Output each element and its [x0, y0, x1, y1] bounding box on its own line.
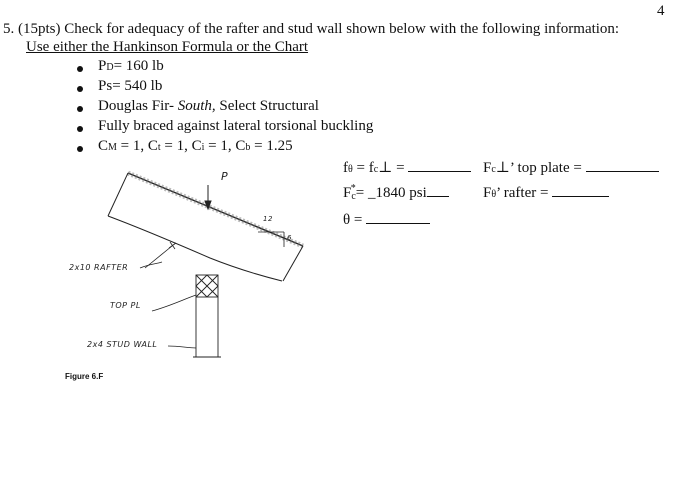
- slope-rise-label: 6: [287, 234, 292, 242]
- page-number: 4: [657, 3, 665, 19]
- stud-wall-label: 2x4 STUD WALL: [87, 340, 158, 349]
- fc-star-answer: Fc*= _1840 psi: [343, 182, 449, 202]
- leader-lines: [140, 262, 196, 348]
- theta-answer: θ =: [343, 209, 430, 229]
- figure-caption: Figure 6.F: [65, 372, 104, 381]
- slope-run-label: 12: [263, 215, 273, 223]
- question-points: (15pts): [18, 21, 61, 37]
- rafter: [108, 173, 303, 281]
- given-factors: CM = 1, Ct = 1, Ci = 1, Cb = 1.25: [98, 138, 293, 154]
- top-plate-label: TOP PL: [110, 301, 141, 310]
- ftheta-rafter-answer: Fθ’ rafter =: [483, 182, 609, 202]
- question-instruction: Use either the Hankinson Formula or the Chart: [26, 39, 309, 55]
- given-wood: Douglas Fir- South, Select Structural: [98, 98, 319, 114]
- section-cut-mark: [145, 242, 176, 268]
- given-pd: PD= 160 lb: [98, 58, 164, 74]
- slope-indicator: [258, 232, 284, 247]
- question-number: 5.: [3, 21, 15, 37]
- question-text: Check for adequacy of the rafter and stud wall shown below with the following information:: [64, 21, 620, 37]
- fcperp-top-plate-answer: Fc⊥’ top plate =: [483, 157, 659, 177]
- given-ps: Ps= 540 lb: [98, 78, 163, 94]
- load-label: P: [221, 170, 229, 183]
- top-plate: [196, 275, 218, 297]
- rafter-label: 2x10 RAFTER: [69, 263, 129, 272]
- ftheta-answer: fθ = fc⊥ =: [343, 157, 471, 177]
- given-bracing: Fully braced against lateral torsional buckling: [98, 118, 374, 134]
- stud-wall: [193, 297, 221, 357]
